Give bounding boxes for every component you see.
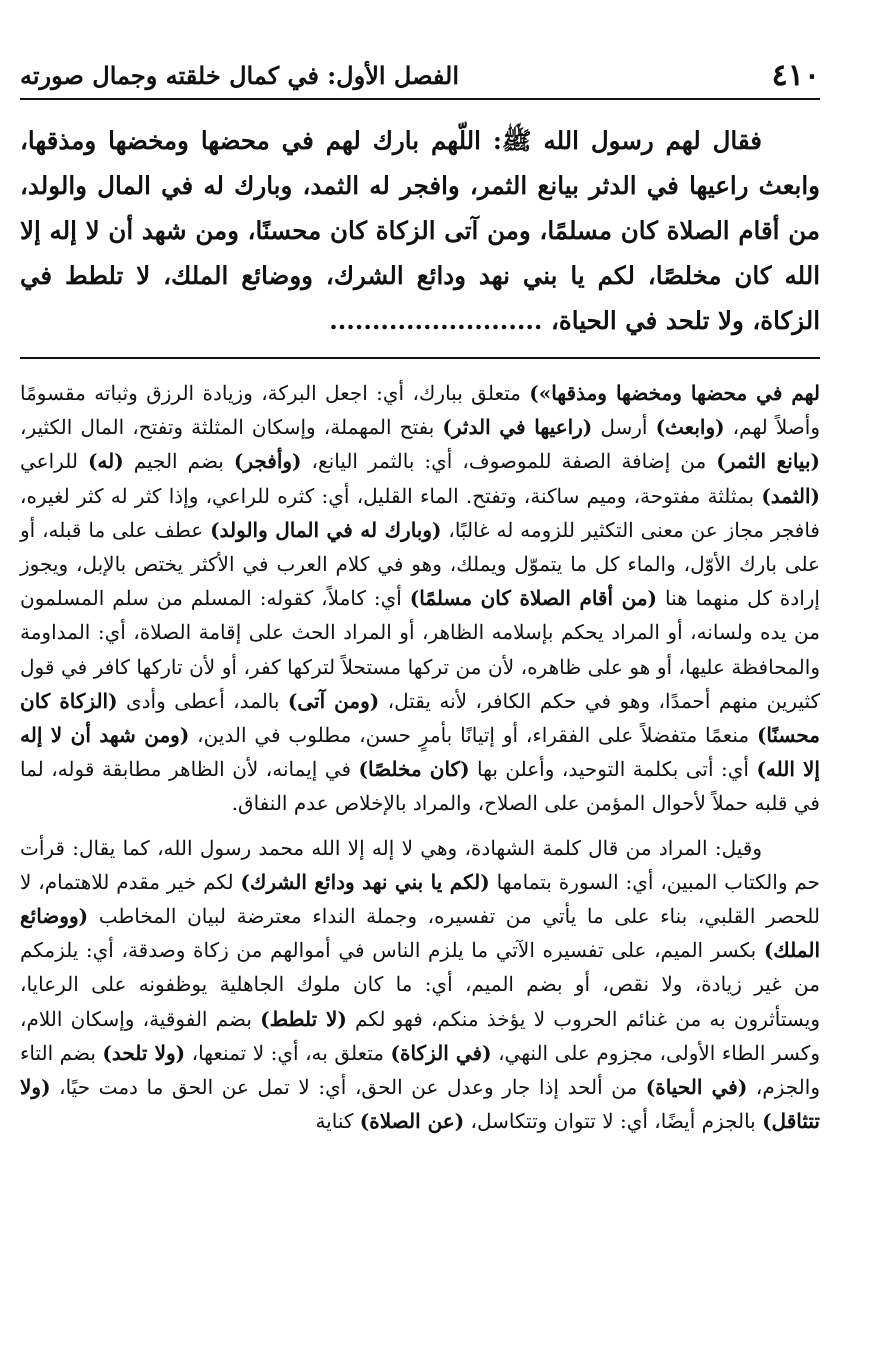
quoted-phrase: (في الحياة): [645, 1075, 748, 1100]
quoted-phrase: (لكم يا بني نهد ودائع الشرك): [240, 869, 490, 894]
quoted-phrase: (لا تلطط): [260, 1006, 347, 1031]
commentary-text: بضم الجيم: [123, 449, 234, 474]
commentary-text: للراعي: [20, 449, 88, 474]
quoted-phrase: (الثمد): [761, 483, 820, 508]
page-number: ٤١٠: [771, 58, 820, 93]
hadith-text-block: [20, 118, 820, 343]
commentary-text: من إضافة الصفة للموصوف، أي: بالثمر اليانع،: [301, 449, 717, 474]
commentary-text: بفتح المهملة، وإسكان المثلثة وتفتح، المال الكثير،: [20, 415, 443, 440]
quoted-phrase: (وأفجر): [233, 449, 302, 474]
page-header: [20, 50, 820, 98]
quoted-phrase: (له): [87, 449, 124, 474]
header-divider: [20, 98, 820, 100]
commentary-text: من ألحد إذا جار وعدل عن الحق، أي: لا تمل عن الحق ما دمت حيًا،: [50, 1075, 646, 1100]
quoted-phrase: (من أقام الصلاة كان مسلمًا): [409, 586, 658, 611]
hadith-paragraph: فقال لهم رسول الله ﷺ: اللّهم بارك لهم في محضها ومخضها ومذقها، وابعث راعيها في الدثر بيانع الثمر، وافجر له الثمد، وبارك له في المال والولد، من أقام الصلاة كان مسلمًا، ومن آتى الزكاة كان محسنًا، ومن شهد أن لا إله إلا الله كان مخلصًا، لكم يا بني نهد ودائع الشرك، ووضائع الملك، لا تلطط في الزكاة، ولا تلحد في الحياة، .........................: [20, 126, 820, 335]
quoted-phrase: (ومن آتى): [287, 688, 380, 713]
quoted-phrase: (بيانع الثمر): [716, 449, 820, 474]
commentary-text: أي: كاملاً، كقوله: المسلم من سلم المسلمون من يده ولسانه، أو المراد يحكم بإسلامه الظاهر، أو المراد الحث على إقامة الصلاة، أي: المداومة والمحافظة عليها، أو هو على ظاهره، لأن من تركها مستحلاً لتركها كفر، أو لأن تاركها كافر في قول كثيرين منهم أحمدًا، وهو في حكم الكافر، لأنه يقتل،: [20, 586, 821, 713]
commentary-text: عطف على ما قبله، أو على بارك الأوّل، والماء كل ما يتموّل ويملك، وهو في كلام العرب في الأكثر يختص بالإبل، ويجوز إرادة كل منهما هنا: [20, 517, 820, 611]
chapter-title: الفصل الأول: في كمال خلقته وجمال صورته: [20, 61, 460, 90]
commentary-paragraph-1: [20, 376, 820, 821]
commentary-text: في إيمانه، لأن الظاهر مطابقة قوله، لما في قلبه حملاً لأحوال المؤمن على الصلاح، والمراد بالإخلاص عدم النفاق.: [20, 757, 820, 816]
commentary-paragraph-2: [20, 831, 820, 1139]
commentary-text: بالمد، أعطى وأدى: [117, 688, 288, 713]
commentary-text: بمثلثة مفتوحة، وميم ساكنة، وتفتح. الماء القليل، أي: كثره للراعي، وإذا كثر له كثر لغيره، فافجر مجاز عن معنى التكثير للزومه له غالبًا،: [20, 483, 820, 542]
commentary-text: بالجزم أيضًا، أي: لا تتوان وتتكاسل،: [464, 1109, 763, 1134]
commentary-text: متعلق ببارك، أي: اجعل البركة، وزيادة الرزق وثباته مقسومًا وأصلاً لهم،: [20, 381, 820, 440]
quoted-phrase: (ولا تلحد): [102, 1040, 186, 1065]
commentary-text: متعلق به، أي: لا تمنعها،: [185, 1040, 391, 1065]
quoted-phrase: (وبارك له في المال والولد): [210, 517, 442, 542]
commentary-text: منعمًا متفضلاً على الفقراء، أو إتيانًا بأمرٍ حسن، مطلوب في الدين،: [189, 723, 757, 748]
quoted-phrase: (ووضائع الملك): [20, 904, 820, 963]
commentary-text: أرسل: [592, 415, 656, 440]
commentary-text: بضم الفوقية، وإسكان اللام، وكسر الطاء الأولى، مجزوم على النهي،: [20, 1006, 820, 1065]
commentary-text: بكسر الميم، على تفسيره الآتي ما يلزم الناس في أموالهم من زكاة وصدقة، أي: يلزمكم من غير زيادة، ولا نقص، أو بضم الميم، أي: ما كان ملوك الجاهلية يوظفونه على الرعايا، ويستأثرون به من غنائم الحروب لا يؤخذ منكم، فهو لكم: [20, 938, 820, 1031]
quoted-phrase: (راعيها في الدثر): [442, 415, 593, 440]
quoted-phrase: (ومن شهد أن لا إله إلا الله): [20, 723, 820, 782]
quoted-phrase: لهم في محضها ومخضها ومذقها»): [529, 381, 820, 405]
quoted-phrase: (وابعث): [655, 415, 725, 440]
quoted-phrase: (كان مخلصًا): [358, 757, 470, 782]
footnote-divider: [20, 357, 820, 359]
commentary-text: وقيل: المراد من قال كلمة الشهادة، وهي لا إله إلا الله محمد رسول الله، كما يقال: قرأت حم والكتاب المبين، أي: السورة بتمامها: [20, 835, 821, 894]
quoted-phrase: (عن الصلاة): [359, 1109, 465, 1134]
quoted-phrase: (الزكاة كان محسنًا): [20, 688, 820, 748]
commentary-text: أي: أتى بكلمة التوحيد، وأعلن بها: [469, 757, 757, 782]
commentary-text: لكم خير مقدم للاهتمام، لا للحصر القلبي، بناء على ما يأتي من تفسيره، وجملة النداء معترضة لبيان المخاطب: [20, 869, 820, 929]
quoted-phrase: (في الزكاة): [390, 1040, 492, 1065]
commentary-block: [20, 376, 820, 1138]
commentary-text: كناية: [315, 1109, 360, 1134]
quoted-phrase: (ولا تتثاقل): [20, 1075, 820, 1134]
commentary-text: بضم التاء والجزم،: [20, 1040, 820, 1100]
